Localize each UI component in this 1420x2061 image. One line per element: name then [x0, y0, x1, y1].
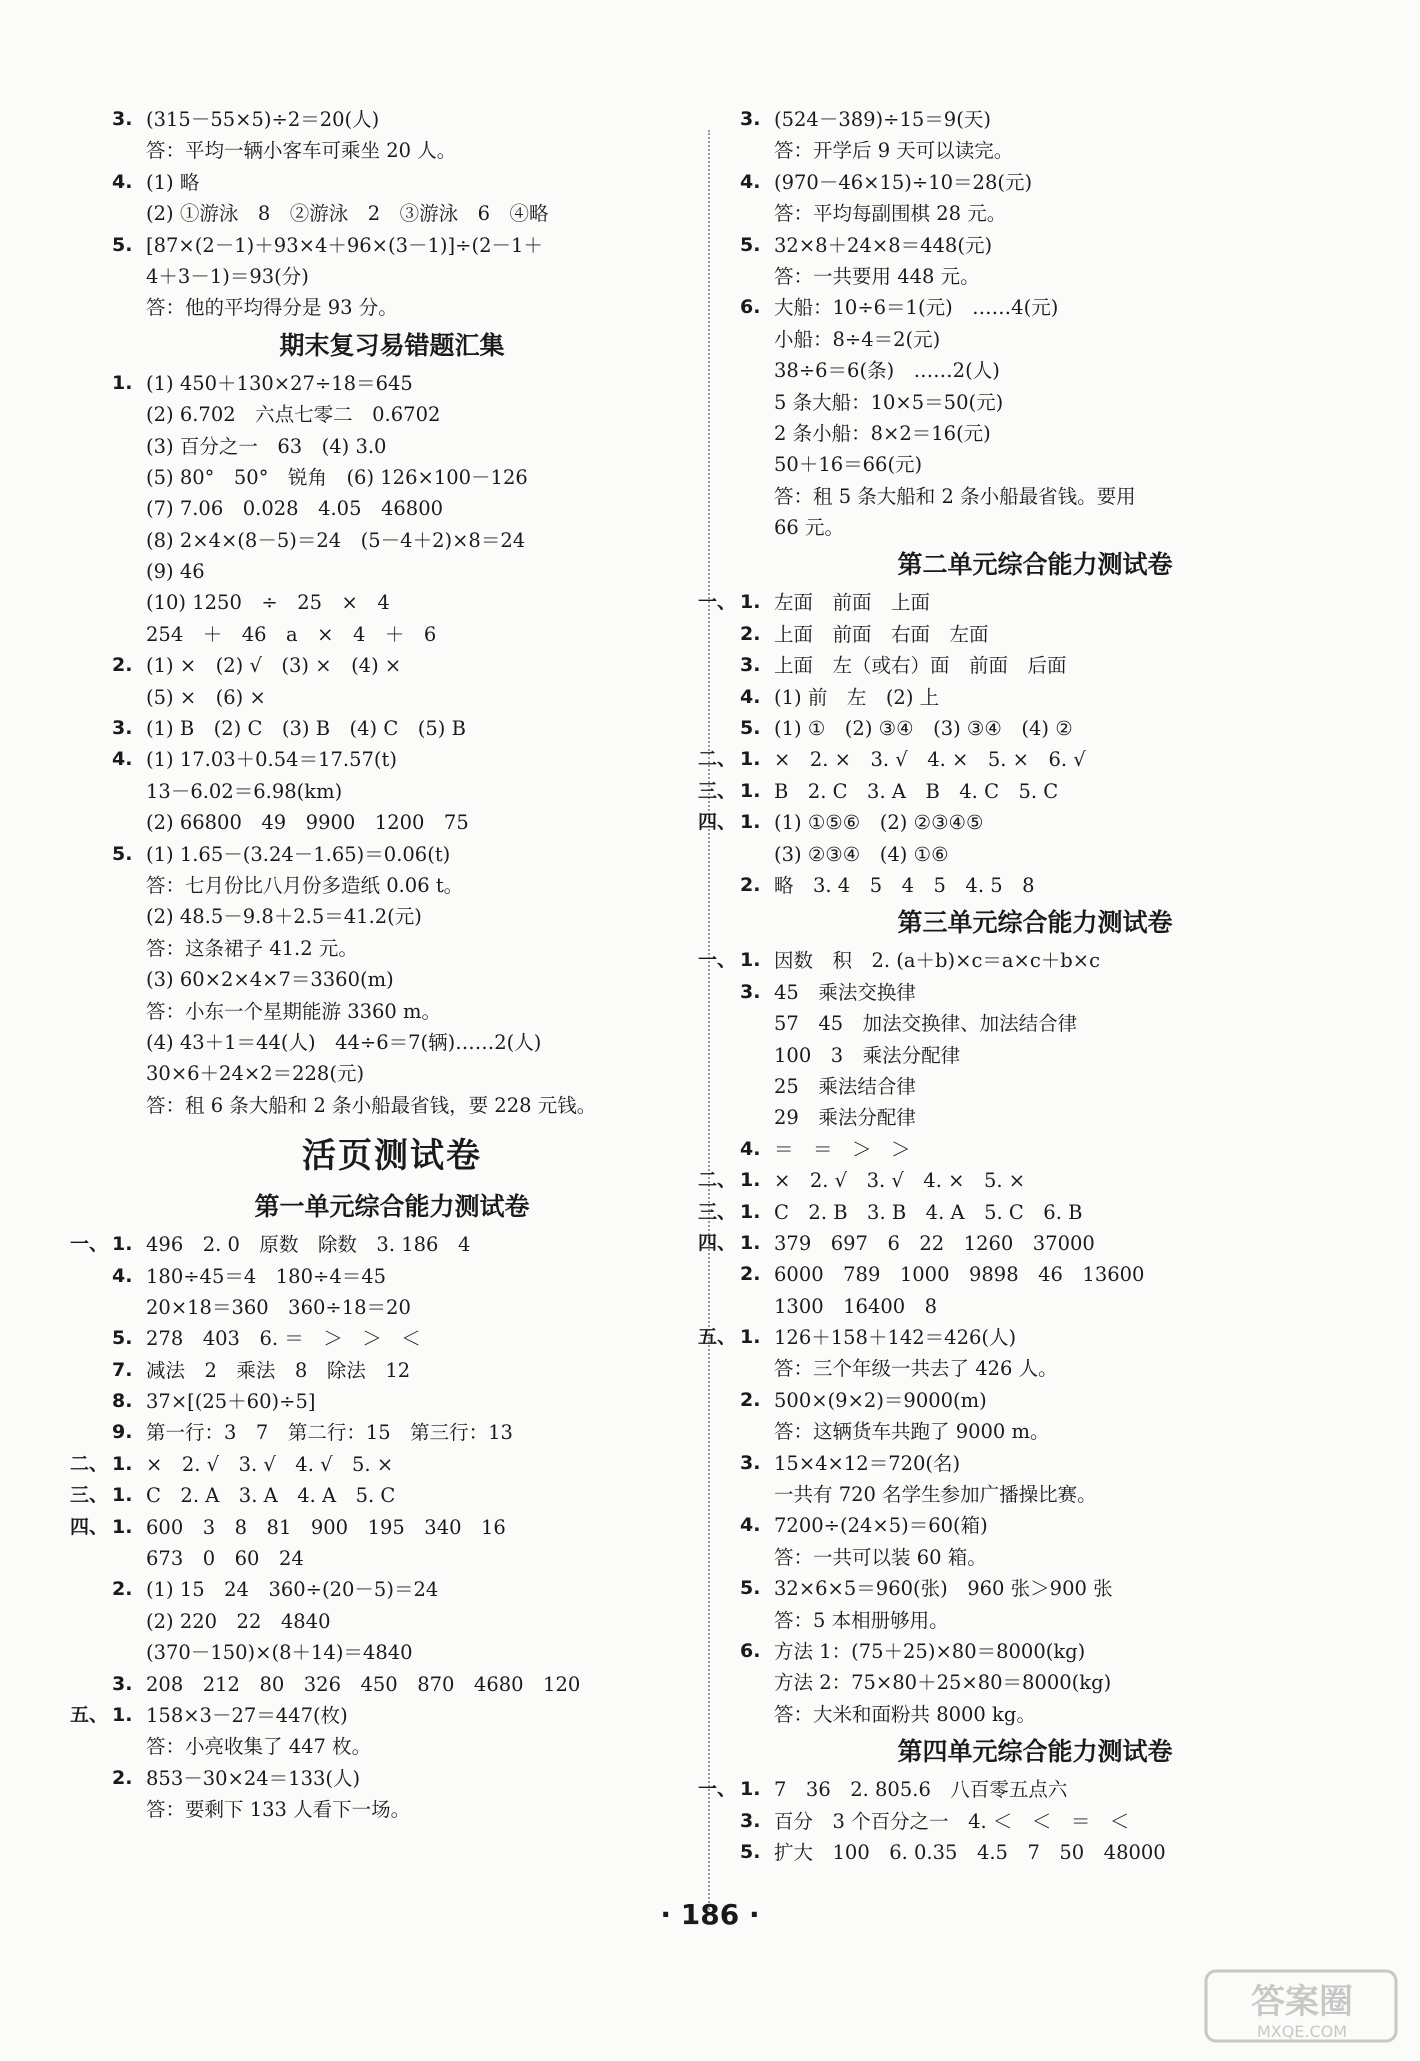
- question-number: 1.: [112, 371, 133, 394]
- answer-text: 上面 左（或右）面 前面 后面: [774, 654, 1067, 678]
- question-number: 2.: [112, 1766, 133, 1789]
- answer-line: [112, 996, 672, 1027]
- answer-text: (8) 2×4×(8－5)＝24 (5－4＋2)×8＝24: [146, 528, 526, 552]
- answer-text: 7 36 2. 805.6 八百零五点六: [774, 1778, 1068, 1802]
- answer-text: (7) 7.06 0.028 4.05 46800: [146, 497, 444, 521]
- answer-text: 方法 2：75×80＋25×80＝8000(kg): [774, 1671, 1112, 1695]
- answer-line: [740, 682, 1330, 713]
- answer-text: 45 乘法交换律: [774, 980, 916, 1004]
- answer-text: (1) ① (2) ③④ (3) ③④ (4) ②: [774, 717, 1073, 741]
- answer-line: [740, 650, 1330, 681]
- answer-line: [740, 1008, 1330, 1039]
- answer-text: 66 元。: [774, 516, 845, 540]
- answer-line: [70, 1449, 672, 1480]
- answer-text: 小船：8÷4＝2(元): [774, 327, 941, 351]
- question-number: 1.: [740, 591, 761, 614]
- answer-line: [70, 1700, 672, 1731]
- answer-line: [740, 1448, 1330, 1479]
- answer-text: 208 212 80 326 450 870 4680 120: [146, 1672, 581, 1696]
- question-number: 5.: [740, 1577, 761, 1600]
- answer-line: [112, 619, 672, 650]
- part-prefix: 三、: [698, 1200, 737, 1223]
- answer-text: (10) 1250 ÷ 25 × 4: [146, 591, 390, 615]
- answer-line: [112, 1058, 672, 1089]
- answer-line: [740, 713, 1330, 744]
- answer-text: 答：开学后 9 天可以读完。: [774, 139, 1014, 163]
- answer-text: 答：租 5 条大船和 2 条小船最省钱。要用: [774, 484, 1136, 508]
- question-number: 1.: [112, 1703, 133, 1726]
- answer-text: 853－30×24＝133(人): [146, 1766, 361, 1790]
- answer-line: [112, 556, 672, 587]
- watermark-logo: [1202, 1967, 1402, 2047]
- question-number: 3.: [740, 980, 761, 1003]
- answer-line: [112, 1355, 672, 1386]
- answer-text: 方法 1：(75＋25)×80＝8000(kg): [774, 1639, 1086, 1663]
- answer-line: [112, 1090, 672, 1121]
- answer-line: [112, 1794, 672, 1825]
- answer-text: 496 2. 0 原数 除数 3. 186 4: [146, 1233, 471, 1257]
- answer-line: [698, 744, 1330, 775]
- answer-line: [740, 418, 1330, 449]
- answer-line: [740, 1667, 1330, 1698]
- question-number: 1.: [740, 811, 761, 834]
- part-prefix: 四、: [70, 1515, 109, 1538]
- answer-line: [112, 261, 672, 292]
- part-prefix: 二、: [698, 1169, 737, 1192]
- answer-line: [112, 167, 672, 198]
- part-prefix: 五、: [698, 1326, 737, 1349]
- answer-text: 30×6＋24×2＝228(元): [146, 1062, 365, 1086]
- question-number: 9.: [112, 1421, 133, 1444]
- question-number: 1.: [112, 1233, 133, 1256]
- answer-text: (2) 6.702 六点七零二 0.6702: [146, 403, 441, 427]
- answer-line: [740, 355, 1330, 386]
- question-number: 1.: [112, 1515, 133, 1538]
- question-number: 3.: [740, 1809, 761, 1832]
- answer-line: [112, 431, 672, 462]
- answer-text: 600 3 8 81 900 195 340 16: [146, 1515, 506, 1539]
- answer-text: × 2. √ 3. √ 4. × 5. ×: [774, 1169, 1026, 1193]
- answer-line: [698, 1322, 1330, 1353]
- question-number: 3.: [740, 654, 761, 677]
- answer-line: [112, 933, 672, 964]
- question-number: 3.: [740, 108, 761, 130]
- answer-text: 扩大 100 6. 0.35 4.5 7 50 48000: [774, 1840, 1166, 1864]
- question-number: 6.: [740, 296, 761, 319]
- question-number: 4.: [112, 1264, 133, 1287]
- answer-text: 29 乘法分配律: [774, 1106, 916, 1130]
- question-number: 4.: [740, 170, 761, 193]
- answer-line: [740, 1291, 1330, 1322]
- answer-line: [740, 1605, 1330, 1636]
- answer-text: (2) ①游泳 8 ②游泳 2 ③游泳 6 ④略: [146, 202, 549, 226]
- question-number: 1.: [740, 779, 761, 802]
- answer-text: 答：一共要用 448 元。: [774, 264, 980, 288]
- question-number: 3.: [112, 717, 133, 740]
- answer-text: (1) 前 左 (2) 上: [774, 685, 940, 709]
- answer-line: [112, 1386, 672, 1417]
- question-number: 5.: [740, 717, 761, 740]
- answer-text: 答：小东一个星期能游 3360 m。: [146, 999, 442, 1023]
- answer-line: [740, 1479, 1330, 1510]
- answer-line: [740, 198, 1330, 229]
- answer-line: [740, 230, 1330, 261]
- section-heading: 第四单元综合能力测试卷: [897, 1737, 1173, 1767]
- answer-line: [698, 776, 1330, 807]
- left-column: [70, 104, 672, 1826]
- answer-line: [698, 945, 1330, 976]
- answer-text: 32×6×5＝960(张) 960 张＞900 张: [774, 1577, 1113, 1601]
- answer-text: 20×18＝360 360÷18＝20: [146, 1295, 411, 1319]
- section-title: 活页测试卷: [302, 1136, 482, 1177]
- answer-text: (1) ①⑤⑥ (2) ②③④⑤: [774, 811, 984, 835]
- question-number: 5.: [740, 1840, 761, 1863]
- answer-line: [112, 1731, 672, 1762]
- answer-text: C 2. B 3. B 4. A 5. C 6. B: [774, 1200, 1083, 1224]
- answer-text: 25 乘法结合律: [774, 1074, 916, 1098]
- answer-text: (4) 43＋1＝44(人) 44÷6＝7(辆)……2(人): [146, 1030, 542, 1054]
- answer-line: [112, 1027, 672, 1058]
- answer-line: [740, 870, 1330, 901]
- answer-text: 答：5 本相册够用。: [774, 1608, 949, 1632]
- answer-line: [740, 839, 1330, 870]
- column-divider: [708, 130, 710, 1910]
- answer-line: [70, 1512, 672, 1543]
- question-number: 1.: [740, 1231, 761, 1254]
- section-heading: 期末复习易错题汇集: [279, 330, 505, 360]
- answer-text: ＝ ＝ ＞ ＞: [774, 1137, 911, 1161]
- answer-text: 100 3 乘法分配律: [774, 1043, 961, 1067]
- answer-text: 38÷6＝6(条) ……2(人): [774, 359, 1000, 383]
- answer-line: [740, 1699, 1330, 1730]
- answer-line: [112, 807, 672, 838]
- answer-text: (1) 1.65－(3.24－1.65)＝0.06(t): [146, 842, 451, 866]
- answer-line: [740, 1102, 1330, 1133]
- answer-line: [740, 1353, 1330, 1384]
- answer-line: [698, 1197, 1330, 1228]
- answer-text: 因数 积 2. (a＋b)×c＝a×c＋b×c: [774, 949, 1101, 973]
- answer-line: [112, 1417, 672, 1448]
- answer-text: 答：这辆货车共跑了 9000 m。: [774, 1420, 1050, 1444]
- answer-line: [740, 167, 1330, 198]
- answer-text: 答：小亮收集了 447 枚。: [146, 1735, 372, 1759]
- answer-text: 答：要剩下 133 人看下一场。: [146, 1798, 411, 1822]
- answer-line: [70, 1480, 672, 1511]
- question-number: 5.: [740, 233, 761, 256]
- answer-text: 左面 前面 上面: [774, 591, 931, 615]
- question-number: 4.: [740, 685, 761, 708]
- answer-line: [112, 901, 672, 932]
- answer-text: [87×(2－1)＋93×4＋96×(3－1)]÷(2－1＋: [146, 233, 543, 257]
- answer-line: [740, 261, 1330, 292]
- answer-line: [112, 1543, 672, 1574]
- answer-line: [698, 1774, 1330, 1805]
- answer-line: [740, 1259, 1330, 1290]
- question-number: 4.: [740, 1137, 761, 1160]
- answer-text: (5) × (6) ×: [146, 685, 266, 709]
- answer-text: 15×4×12＝720(名): [774, 1451, 961, 1475]
- part-prefix: 二、: [698, 748, 737, 771]
- answer-line: [740, 1837, 1330, 1868]
- answer-line: [740, 1385, 1330, 1416]
- answer-text: (1) B (2) C (3) B (4) C (5) B: [146, 717, 466, 741]
- watermark-cn: 答案圈: [1251, 1982, 1353, 2022]
- part-prefix: 四、: [698, 1231, 737, 1254]
- answer-line: [740, 1573, 1330, 1604]
- answer-line: [740, 1071, 1330, 1102]
- answer-line: [740, 1134, 1330, 1165]
- answer-text: 上面 前面 右面 左面: [774, 622, 989, 646]
- watermark-en: MXQE.COM: [1256, 2022, 1348, 2041]
- answer-line: [740, 481, 1330, 512]
- answer-line: [112, 1669, 672, 1700]
- answer-line: [112, 1261, 672, 1292]
- answer-line: [112, 135, 672, 166]
- part-prefix: 一、: [698, 949, 737, 972]
- part-prefix: 三、: [698, 779, 737, 802]
- answer-text: 第一行：3 7 第二行：15 第三行：13: [146, 1421, 513, 1445]
- answer-line: [70, 1229, 672, 1260]
- answer-line: [740, 1542, 1330, 1573]
- answer-text: 略 3. 4 5 4 5 4. 5 8: [774, 873, 1035, 897]
- answer-text: (1) 450＋130×27÷18＝645: [146, 371, 413, 395]
- answer-text: 减法 2 乘法 8 除法 12: [146, 1358, 411, 1382]
- answer-text: 37×[(25＋60)÷5]: [146, 1390, 316, 1414]
- answer-text: (5) 80° 50° 锐角 (6) 126×100－126: [146, 465, 528, 489]
- question-number: 2.: [740, 1388, 761, 1411]
- answer-text: (524－389)÷15＝9(天): [774, 108, 991, 131]
- section-heading: 第二单元综合能力测试卷: [897, 550, 1173, 580]
- answer-text: 2 条小船：8×2＝16(元): [774, 421, 991, 445]
- answer-line: [112, 870, 672, 901]
- answer-text: (1) × (2) √ (3) × (4) ×: [146, 654, 402, 678]
- section-heading: 第三单元综合能力测试卷: [897, 908, 1173, 938]
- answer-line: [112, 839, 672, 870]
- answer-line: [112, 198, 672, 229]
- answer-line: [112, 650, 672, 681]
- answer-text: × 2. × 3. √ 4. × 5. × 6. √: [774, 748, 1086, 772]
- answer-text: 答：平均一辆小客车可乘坐 20 人。: [146, 139, 457, 163]
- answer-text: 50＋16＝66(元): [774, 453, 923, 477]
- answer-line: [112, 525, 672, 556]
- question-number: 5.: [112, 233, 133, 256]
- question-number: 2.: [740, 873, 761, 896]
- question-number: 4.: [112, 748, 133, 771]
- page-number: · 186 ·: [660, 1898, 760, 1931]
- answer-line: [112, 776, 672, 807]
- answer-text: (3) ②③④ (4) ①⑥: [774, 842, 949, 866]
- answer-text: 答：三个年级一共去了 426 人。: [774, 1357, 1058, 1381]
- answer-line: [112, 1637, 672, 1668]
- question-number: 7.: [112, 1358, 133, 1381]
- answer-line: [112, 104, 672, 135]
- answer-line: [740, 387, 1330, 418]
- answer-text: 158×3－27＝447(枚): [146, 1703, 348, 1727]
- question-number: 5.: [112, 1327, 133, 1350]
- answer-text: (3) 60×2×4×7＝3360(m): [146, 968, 394, 992]
- question-number: 3.: [112, 1672, 133, 1695]
- answer-line: [112, 1763, 672, 1794]
- answer-text: 7200÷(24×5)＝60(箱): [774, 1514, 988, 1538]
- question-number: 2.: [112, 654, 133, 677]
- answer-text: C 2. A 3. A 4. A 5. C: [146, 1484, 396, 1508]
- part-prefix: 二、: [70, 1452, 109, 1475]
- answer-text: 500×(9×2)＝9000(m): [774, 1388, 987, 1412]
- answer-text: 答：一共可以装 60 箱。: [774, 1545, 987, 1569]
- answer-text: (1) 17.03＋0.54＝17.57(t): [146, 748, 397, 772]
- question-number: 1.: [740, 1326, 761, 1349]
- answer-text: 180÷45＝4 180÷4＝45: [146, 1264, 387, 1288]
- answer-text: 673 0 60 24: [146, 1547, 304, 1571]
- answer-text: (315－55×5)÷2＝20(人): [146, 108, 380, 131]
- answer-line: [112, 368, 672, 399]
- answer-line: [112, 682, 672, 713]
- question-number: 8.: [112, 1390, 133, 1413]
- answer-text: (1) 略: [146, 170, 200, 194]
- answer-line: [698, 1165, 1330, 1196]
- answer-line: [740, 135, 1330, 166]
- answer-text: 4＋3－1)＝93(分): [146, 264, 309, 288]
- answer-line: [740, 1806, 1330, 1837]
- answer-text: (970－46×15)÷10＝28(元): [774, 170, 1033, 194]
- answer-text: (1) 15 24 360÷(20－5)＝24: [146, 1578, 439, 1602]
- answer-text: 379 697 6 22 1260 37000: [774, 1231, 1095, 1255]
- question-number: 6.: [740, 1639, 761, 1662]
- part-prefix: 三、: [70, 1484, 109, 1507]
- answer-line: [740, 104, 1330, 135]
- question-number: 1.: [112, 1452, 133, 1475]
- answer-line: [740, 292, 1330, 323]
- answer-line: [698, 807, 1330, 838]
- answer-line: [112, 1323, 672, 1354]
- part-prefix: 四、: [698, 811, 737, 834]
- answer-line: [112, 1292, 672, 1323]
- answer-text: 大船：10÷6＝1(元) ……4(元): [774, 296, 1059, 320]
- section-heading: 第一单元综合能力测试卷: [254, 1192, 530, 1222]
- answer-line: [112, 462, 672, 493]
- right-column: [698, 104, 1330, 1868]
- part-prefix: 一、: [70, 1233, 109, 1256]
- answer-line: [112, 964, 672, 995]
- question-number: 3.: [740, 1451, 761, 1474]
- answer-text: × 2. √ 3. √ 4. √ 5. ×: [146, 1452, 394, 1476]
- answer-line: [698, 587, 1330, 618]
- answer-line: [112, 399, 672, 430]
- question-number: 2.: [740, 622, 761, 645]
- answer-text: 答：平均每副围棋 28 元。: [774, 202, 1007, 226]
- answer-text: (3) 百分之一 63 (4) 3.0: [146, 434, 387, 458]
- question-number: 2.: [740, 1263, 761, 1286]
- answer-line: [112, 587, 672, 618]
- answer-text: 32×8＋24×8＝448(元): [774, 233, 993, 257]
- answer-text: (2) 66800 49 9900 1200 75: [146, 811, 469, 835]
- question-number: 1.: [740, 949, 761, 972]
- question-number: 4.: [112, 170, 133, 193]
- question-number: 1.: [112, 1484, 133, 1507]
- part-prefix: 一、: [698, 1778, 737, 1801]
- question-number: 1.: [740, 1778, 761, 1801]
- answer-text: 答：租 6 条大船和 2 条小船最省钱，要 228 元钱。: [146, 1093, 597, 1117]
- answer-text: B 2. C 3. A B 4. C 5. C: [774, 779, 1059, 803]
- answer-text: 答：这条裙子 41.2 元。: [146, 936, 358, 960]
- answer-text: 答：大米和面粉共 8000 kg。: [774, 1702, 1036, 1726]
- answer-text: 57 45 加法交换律、加法结合律: [774, 1012, 1078, 1036]
- answer-text: 百分 3 个百分之一 4. ＜ ＜ ＝ ＜: [774, 1809, 1130, 1833]
- answer-line: [740, 449, 1330, 480]
- answer-text: (2) 48.5－9.8＋2.5＝41.2(元): [146, 905, 422, 929]
- answer-text: 5 条大船：10×5＝50(元): [774, 390, 1004, 414]
- answer-text: 126＋158＋142＝426(人): [774, 1326, 1017, 1350]
- answer-line: [698, 1228, 1330, 1259]
- answer-text: 答：七月份比八月份多造纸 0.06 t。: [146, 873, 464, 897]
- question-number: 1.: [740, 1169, 761, 1192]
- answer-line: [740, 619, 1330, 650]
- answer-line: [112, 713, 672, 744]
- answer-text: 一共有 720 名学生参加广播操比赛。: [774, 1483, 1097, 1507]
- answer-line: [112, 1574, 672, 1605]
- question-number: 2.: [112, 1578, 133, 1601]
- question-number: 3.: [112, 108, 133, 130]
- answer-line: [112, 292, 672, 323]
- answer-line: [112, 744, 672, 775]
- answer-line: [112, 1606, 672, 1637]
- answer-text: 1300 16400 8: [774, 1294, 938, 1318]
- answer-line: [740, 977, 1330, 1008]
- answer-line: [740, 1040, 1330, 1071]
- answer-text: (9) 46: [146, 560, 205, 584]
- answer-line: [740, 324, 1330, 355]
- question-number: 1.: [740, 748, 761, 771]
- answer-line: [740, 1416, 1330, 1447]
- answer-text: 13－6.02＝6.98(km): [146, 779, 343, 803]
- answer-text: (2) 220 22 4840: [146, 1609, 331, 1633]
- question-number: 1.: [740, 1200, 761, 1223]
- answer-line: [740, 512, 1330, 543]
- answer-text: 278 403 6. ＝ ＞ ＞ ＜: [146, 1327, 421, 1351]
- answer-line: [112, 493, 672, 524]
- part-prefix: 一、: [698, 591, 737, 614]
- answer-line: [112, 230, 672, 261]
- question-number: 5.: [112, 842, 133, 865]
- answer-text: 答：他的平均得分是 93 分。: [146, 296, 398, 320]
- part-prefix: 五、: [70, 1703, 109, 1726]
- question-number: 4.: [740, 1514, 761, 1537]
- answer-text: 254 ＋ 46 a × 4 ＋ 6: [146, 622, 437, 646]
- answer-text: 6000 789 1000 9898 46 13600: [774, 1263, 1145, 1287]
- answer-line: [740, 1636, 1330, 1667]
- answer-text: (370－150)×(8＋14)＝4840: [146, 1641, 413, 1665]
- answer-line: [740, 1510, 1330, 1541]
